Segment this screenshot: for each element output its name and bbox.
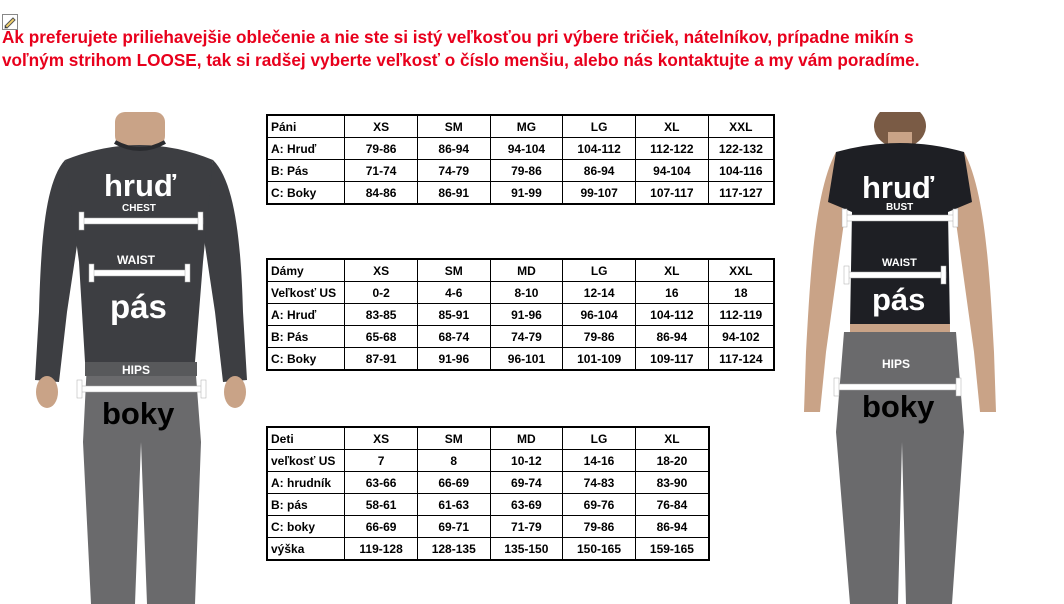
table-cell: 159-165: [635, 538, 709, 561]
table-row: [267, 304, 774, 326]
table-cell: 117-127: [708, 182, 774, 205]
table-row: [267, 326, 774, 348]
table-cell: veľkosť US: [267, 450, 345, 472]
table-cell: XS: [345, 427, 418, 450]
table-cell: SM: [417, 115, 490, 138]
table-cell: 74-83: [563, 472, 636, 494]
female-chest-small: BUST: [886, 202, 914, 213]
table-cell: MD: [490, 259, 563, 282]
table-cell: 66-69: [345, 516, 418, 538]
table-cell: B: Pás: [267, 160, 345, 182]
table-cell: 104-112: [636, 304, 709, 326]
table-cell: 86-94: [635, 516, 709, 538]
table-cell: MG: [490, 115, 563, 138]
table-cell: A: Hruď: [267, 138, 345, 160]
table-cell: B: Pás: [267, 326, 345, 348]
table-cell: 71-74: [345, 160, 418, 182]
table-cell: 91-99: [490, 182, 563, 205]
notice-line-1: Ak preferujete priliehavejšie oblečenie a nie ste si istý veľkosťou pri výbere tričiek, nátelníkov, prípadne mikín s: [2, 27, 914, 47]
table-cell: B: pás: [267, 494, 345, 516]
table-cell: 18: [708, 282, 774, 304]
male-hips-small: HIPS: [122, 363, 151, 377]
table-cell: 104-112: [563, 138, 636, 160]
table-row: [267, 348, 774, 371]
table-row: [267, 182, 774, 205]
table-cell: 109-117: [636, 348, 709, 371]
table-cell: 86-94: [417, 138, 490, 160]
table-row: [267, 450, 709, 472]
men-size-table: [266, 114, 775, 205]
table-cell: 85-91: [417, 304, 490, 326]
table-cell: 83-90: [635, 472, 709, 494]
table-cell: LG: [563, 427, 636, 450]
table-cell: 61-63: [417, 494, 490, 516]
table-cell: LG: [563, 115, 636, 138]
table-cell: 91-96: [417, 348, 490, 371]
table-cell: 112-122: [635, 138, 708, 160]
table-cell: 74-79: [417, 160, 490, 182]
table-cell: 96-104: [563, 304, 636, 326]
table-cell: SM: [417, 259, 490, 282]
women-size-table: [266, 258, 775, 371]
table-cell: 86-94: [563, 160, 636, 182]
table-cell: 150-165: [563, 538, 636, 561]
table-cell: A: Hruď: [267, 304, 345, 326]
sizing-notice: [2, 26, 1062, 72]
table-cell: 94-104: [635, 160, 708, 182]
table-cell: 69-74: [490, 472, 563, 494]
table-row: [267, 516, 709, 538]
table-cell: XS: [345, 115, 418, 138]
table-cell: SM: [417, 427, 490, 450]
table-cell: XXL: [708, 259, 774, 282]
male-hips-label: boky: [102, 396, 175, 431]
table-row: [267, 160, 774, 182]
table-cell: 87-91: [345, 348, 418, 371]
table-cell: 94-104: [490, 138, 563, 160]
table-cell: 79-86: [490, 160, 563, 182]
table-cell: 128-135: [417, 538, 490, 561]
table-cell: XL: [635, 427, 709, 450]
table-cell: 112-119: [708, 304, 774, 326]
table-cell: Veľkosť US: [267, 282, 345, 304]
table-cell: 96-101: [490, 348, 563, 371]
table-row: [267, 538, 709, 561]
table-cell: XS: [345, 259, 418, 282]
table-cell: 104-116: [708, 160, 774, 182]
male-waist-small: WAIST: [117, 253, 155, 267]
table-header-row: [267, 115, 774, 138]
table-cell: 74-79: [490, 326, 563, 348]
table-cell: 69-76: [563, 494, 636, 516]
table-cell: 65-68: [345, 326, 418, 348]
female-chest-label: hruď: [862, 170, 935, 205]
table-cell: XL: [635, 115, 708, 138]
table-header-row: [267, 259, 774, 282]
table-cell: 79-86: [563, 326, 636, 348]
table-cell: 86-91: [417, 182, 490, 205]
table-cell: C: Boky: [267, 182, 345, 205]
table-cell: XXL: [708, 115, 774, 138]
table-cell: Deti: [267, 427, 345, 450]
table-cell: 63-66: [345, 472, 418, 494]
female-waist-small: WAIST: [882, 257, 917, 269]
table-cell: 84-86: [345, 182, 418, 205]
male-waist-label: pás: [110, 288, 167, 325]
table-cell: Páni: [267, 115, 345, 138]
male-chest-small: CHEST: [122, 203, 156, 214]
table-cell: C: boky: [267, 516, 345, 538]
table-cell: 79-86: [345, 138, 418, 160]
table-row: [267, 282, 774, 304]
table-cell: MD: [490, 427, 563, 450]
table-cell: 71-79: [490, 516, 563, 538]
table-cell: 99-107: [563, 182, 636, 205]
table-cell: 91-96: [490, 304, 563, 326]
table-cell: 69-71: [417, 516, 490, 538]
male-chest-label: hruď: [104, 168, 177, 203]
table-header-row: [267, 427, 709, 450]
table-cell: 0-2: [345, 282, 418, 304]
table-cell: 107-117: [635, 182, 708, 205]
table-row: [267, 138, 774, 160]
table-cell: 66-69: [417, 472, 490, 494]
table-cell: A: hrudník: [267, 472, 345, 494]
table-cell: 4-6: [417, 282, 490, 304]
table-cell: 14-16: [563, 450, 636, 472]
table-cell: 8: [417, 450, 490, 472]
female-hips-label: boky: [862, 389, 935, 424]
table-cell: 86-94: [636, 326, 709, 348]
female-hips-small: HIPS: [882, 357, 911, 371]
table-cell: 58-61: [345, 494, 418, 516]
table-cell: 10-12: [490, 450, 563, 472]
notice-line-2-pre: voľným strihom: [2, 50, 137, 70]
table-cell: 83-85: [345, 304, 418, 326]
table-cell: LG: [563, 259, 636, 282]
table-cell: 119-128: [345, 538, 418, 561]
female-waist-label: pás: [872, 282, 926, 317]
table-cell: 16: [636, 282, 709, 304]
table-cell: C: Boky: [267, 348, 345, 371]
table-cell: 101-109: [563, 348, 636, 371]
table-cell: 12-14: [563, 282, 636, 304]
table-cell: 117-124: [708, 348, 774, 371]
table-cell: 8-10: [490, 282, 563, 304]
notice-loose: LOOSE: [136, 50, 197, 70]
table-cell: 76-84: [635, 494, 709, 516]
table-cell: Dámy: [267, 259, 345, 282]
table-cell: 135-150: [490, 538, 563, 561]
table-cell: 63-69: [490, 494, 563, 516]
table-row: [267, 472, 709, 494]
table-cell: 94-102: [708, 326, 774, 348]
table-row: [267, 494, 709, 516]
table-cell: 7: [345, 450, 418, 472]
kids-size-table: [266, 426, 710, 561]
table-cell: 122-132: [708, 138, 774, 160]
notice-line-2-post: , tak si radšej vyberte veľkosť o číslo menšiu, alebo nás kontaktujte a my vám poradíme.: [196, 50, 920, 70]
table-cell: 79-86: [563, 516, 636, 538]
table-cell: 68-74: [417, 326, 490, 348]
table-cell: výška: [267, 538, 345, 561]
table-cell: XL: [636, 259, 709, 282]
table-cell: 18-20: [635, 450, 709, 472]
